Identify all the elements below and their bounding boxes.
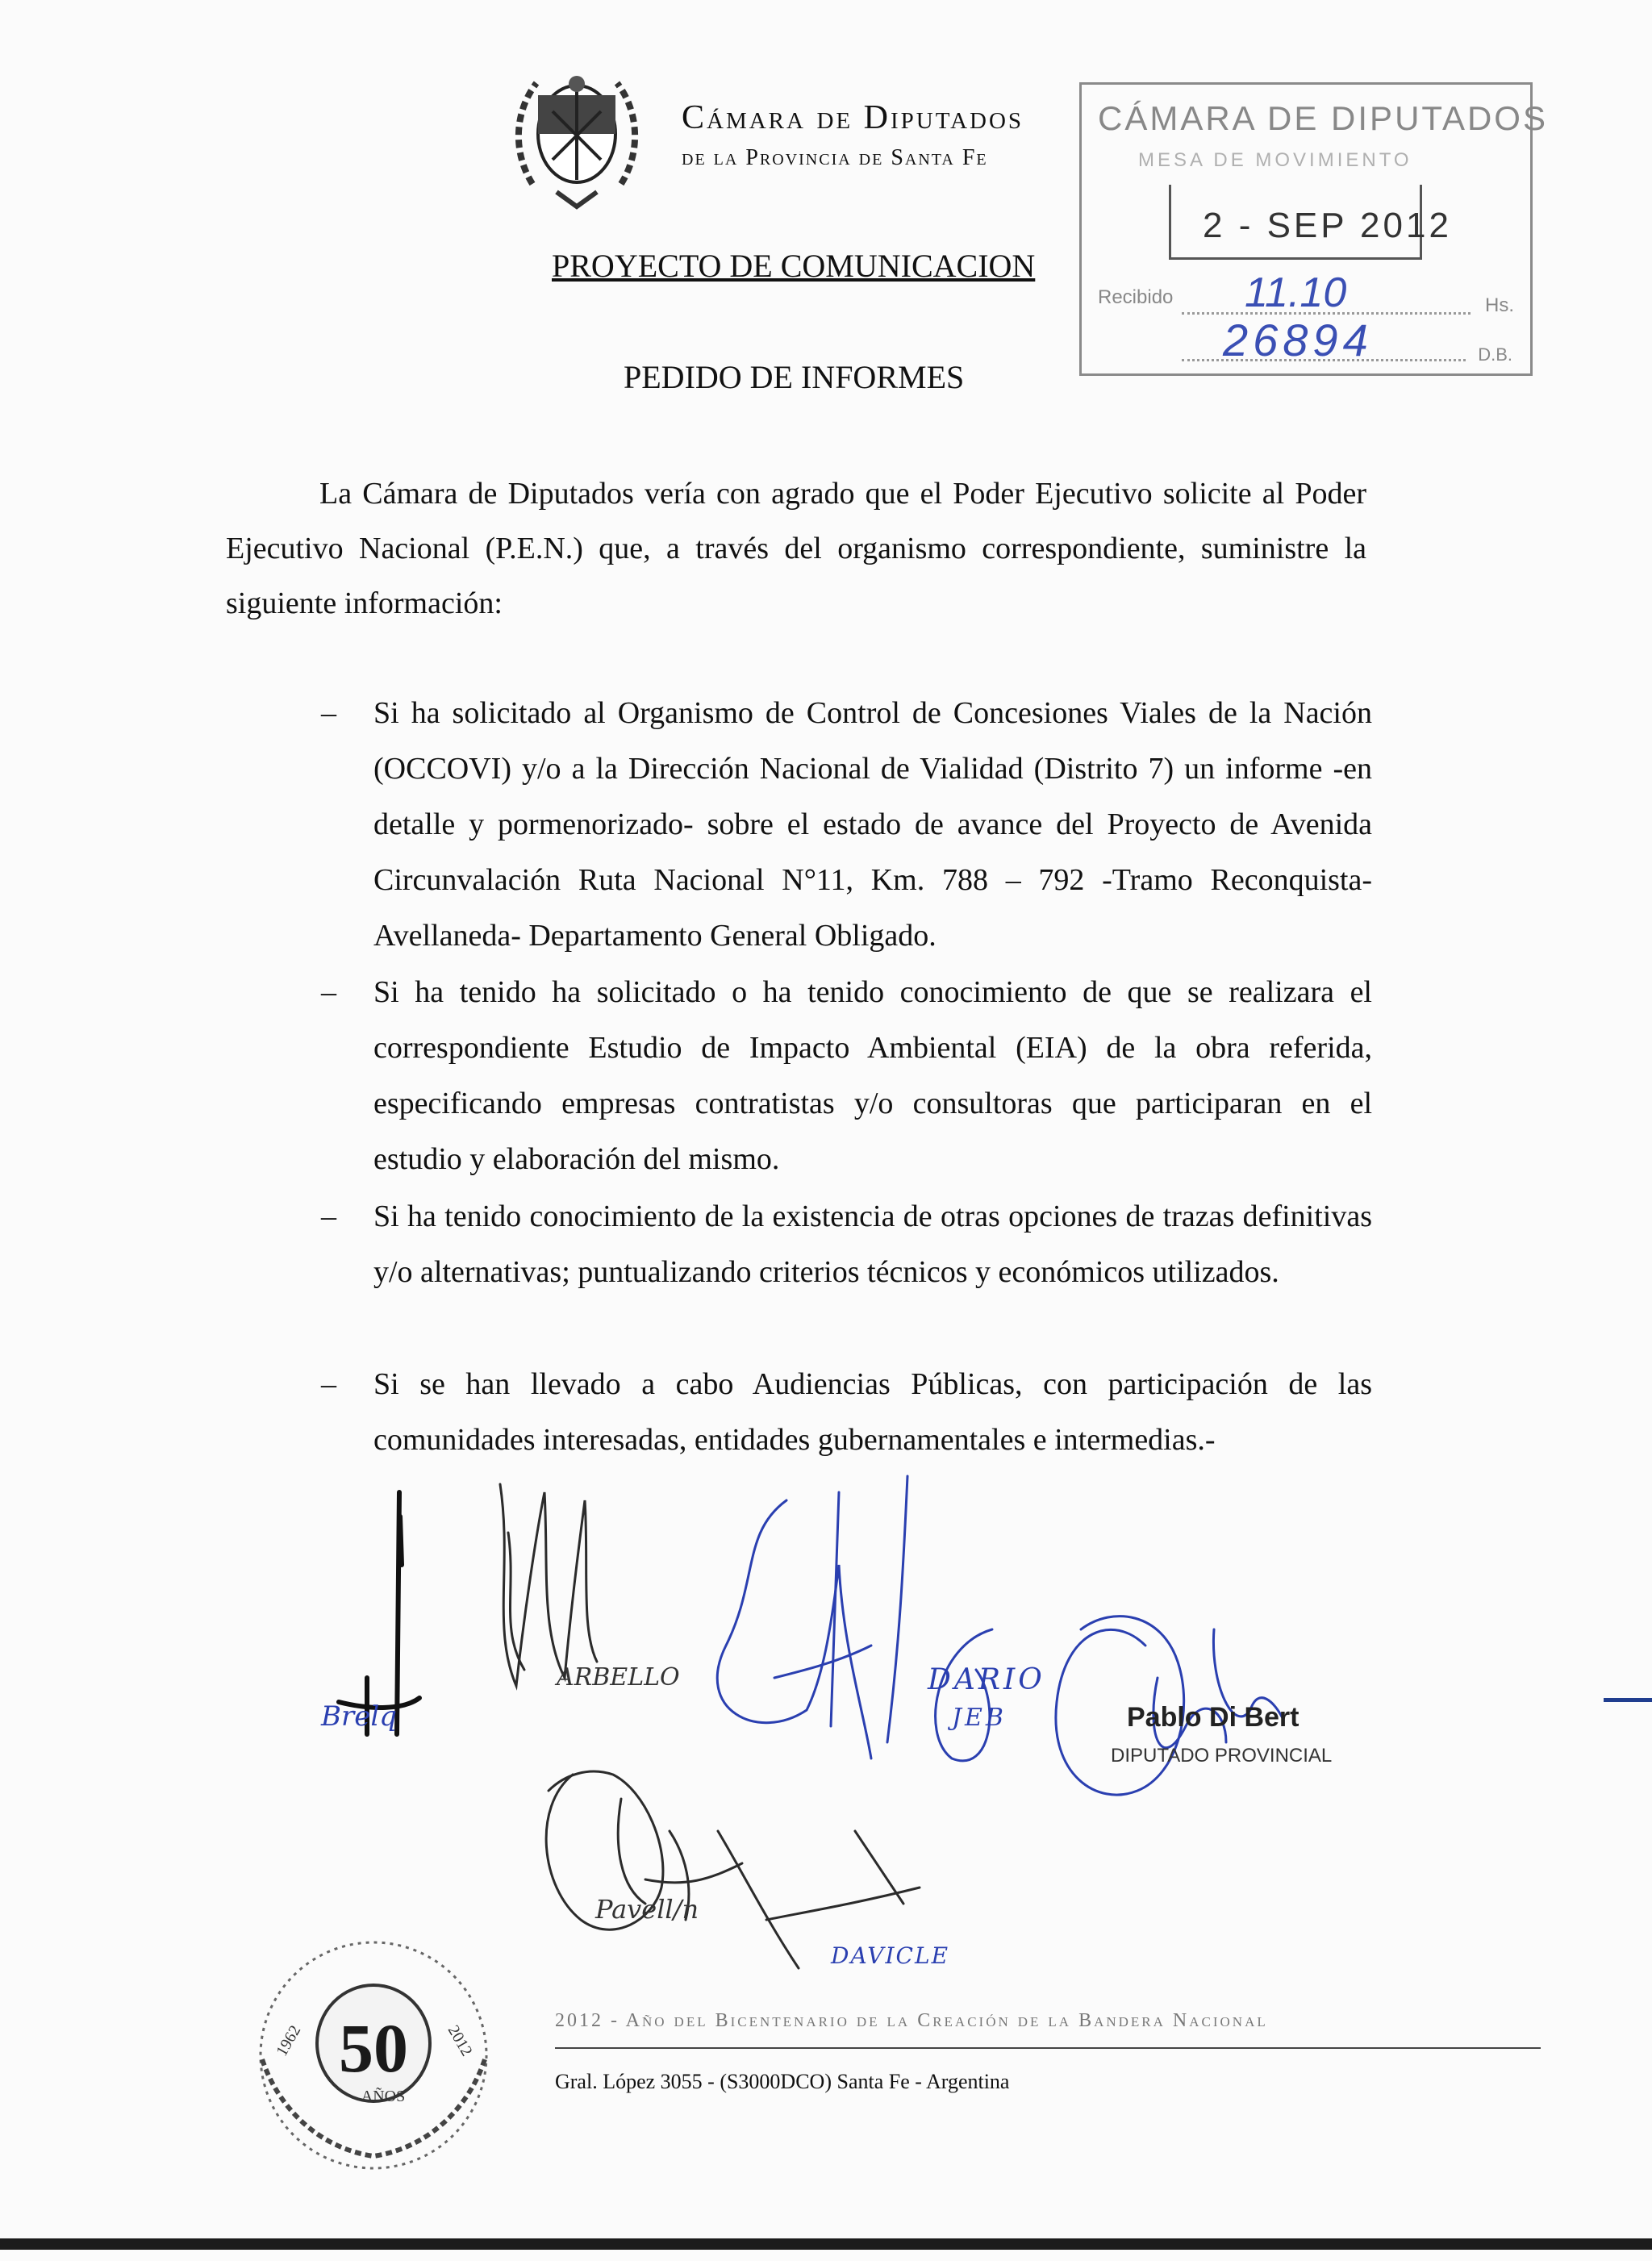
reception-stamp xyxy=(1079,82,1548,376)
organization-name: Cámara de Diputados xyxy=(682,99,1024,136)
seal-years-label: AÑOS xyxy=(361,2088,406,2105)
organization-province: de la Provincia de Santa Fe xyxy=(682,145,988,170)
document-subject-heading: PEDIDO DE INFORMES xyxy=(624,359,965,395)
handwritten-signature-label: JEB xyxy=(952,1704,1007,1732)
stamp-subtitle: MESA DE MOVIMIENTO xyxy=(1138,149,1412,171)
list-item: Si ha solicitado al Organismo de Control de Concesiones Viales de la Nación (OCCOVI) y/o a la Dirección Nacional de Vialidad (Distrito 7) un informe -en detalle y pormenorizado- sobre el estado de avance del Proyecto de Avenida Circunvalación Ruta Nacional N°11, Km. 788 – 792 -Tramo Reconquista-Avellaneda- Departamento General Obligado. xyxy=(373,696,1372,953)
footer-divider xyxy=(555,2047,1541,2049)
intro-paragraph: La Cámara de Diputados vería con agrado que el Poder Ejecutivo solicite al Poder Ejecutivo Nacional (P.E.N.) que, a través del organismo correspondiente, suministre la siguiente información: xyxy=(226,477,1366,620)
stamp-db-label: D.B. xyxy=(1478,344,1512,365)
signer-role-stamp: DIPUTADO PROVINCIAL xyxy=(1111,1745,1333,1767)
list-item: Si se han llevado a cabo Audiencias Públicas, con participación de las comunidades interesadas, entidades gubernamentales e intermedias.- xyxy=(373,1367,1372,1457)
stamp-entry-number: 26894 xyxy=(1223,315,1373,365)
stamp-date: 2 - SEP 2012 xyxy=(1203,206,1452,245)
document-type-heading: PROYECTO DE COMUNICACION xyxy=(552,248,1036,284)
seal-year-start: 1962 xyxy=(273,2022,305,2059)
stamp-hs-label: Hs. xyxy=(1485,294,1514,316)
stamp-received-label: Recibido xyxy=(1098,286,1174,308)
handwritten-signature-label: Pavell/n xyxy=(595,1894,699,1925)
seal-year-end: 2012 xyxy=(444,2022,476,2059)
handwritten-signature-label: ARBELLO xyxy=(557,1663,680,1692)
scan-edge-mark xyxy=(1604,1698,1652,1702)
seal-number: 50 xyxy=(339,2009,408,2087)
anniversary-seal-icon xyxy=(230,1922,516,2188)
list-bullet: – xyxy=(321,696,336,730)
list-item: Si ha tenido conocimiento de la existencia de otras opciones de trazas definitivas y/o alternativas; puntualizando criterios técnicos y económicos utilizados. xyxy=(373,1199,1372,1289)
provincial-crest-icon xyxy=(508,63,645,216)
stamp-title: CÁMARA DE DIPUTADOS xyxy=(1098,99,1548,137)
footer-motto: 2012 - Año del Bicentenario de la Creación de la Bandera Nacional xyxy=(555,2010,1268,2031)
handwritten-signature-label: DARIO xyxy=(928,1663,1045,1696)
signer-name-stamp: Pablo Di Bert xyxy=(1127,1702,1299,1733)
handwritten-signature-label: DAVICLE xyxy=(831,1942,950,1969)
list-bullet: – xyxy=(321,1199,336,1233)
handwritten-signature-label: Brelq xyxy=(321,1700,397,1733)
scan-bottom-border xyxy=(0,2238,1652,2250)
list-item: Si ha tenido ha solicitado o ha tenido conocimiento de que se realizara el correspondiente Estudio de Impacto Ambiental (EIA) de la obra referida, especificando empresas contratistas y/o consultoras que participaran en el estudio y elaboración del mismo. xyxy=(373,975,1372,1176)
signatures-drawing xyxy=(307,1468,1533,2000)
list-bullet: – xyxy=(321,1367,336,1401)
stamp-received-time: 11.10 xyxy=(1245,269,1347,316)
footer-address: Gral. López 3055 - (S3000DCO) Santa Fe - Argentina xyxy=(555,2070,1010,2093)
list-bullet: – xyxy=(321,975,336,1009)
